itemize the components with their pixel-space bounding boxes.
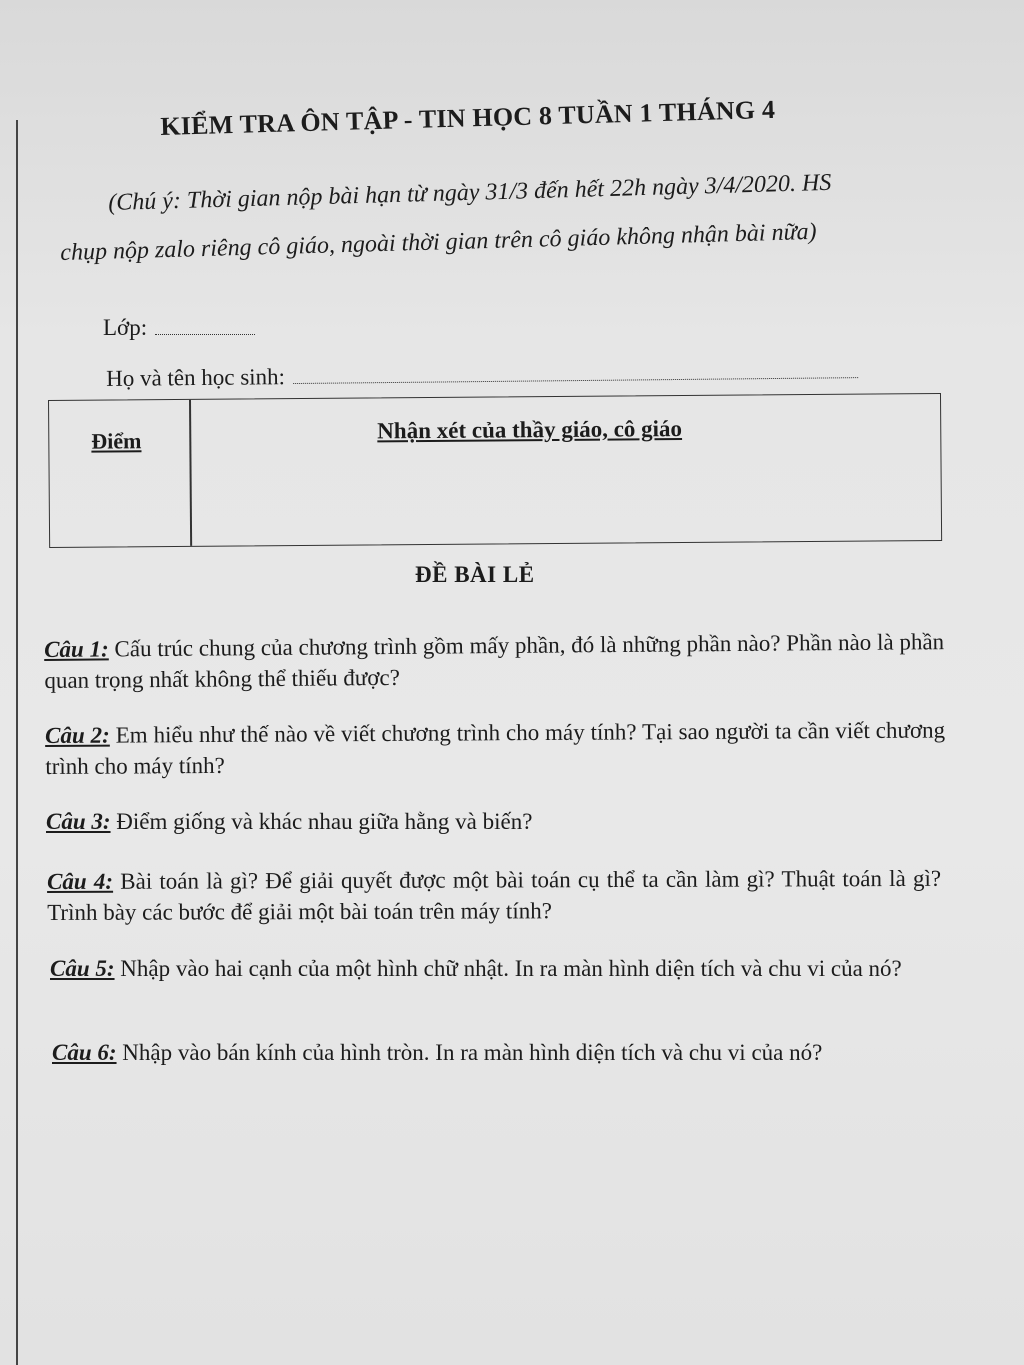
comment-header: Nhận xét của thầy giáo, cô giáo (377, 416, 683, 444)
score-header: Điểm (91, 428, 142, 454)
question-text: Cấu trúc chung của chương trình gồm mấy phần, đó là những phần nào? Phần nào là phần quan trọng nhất không thể thiếu được? (44, 629, 945, 693)
class-label: Lớp: (103, 315, 148, 340)
question-2 (45, 715, 945, 782)
question-label: Câu 1: (44, 636, 109, 662)
class-blank (155, 334, 255, 335)
question-5 (50, 953, 942, 984)
note-line-2: chụp nộp zalo riêng cô giáo, ngoài thời gian trên cô giáo không nhận bài nữa) (60, 218, 817, 266)
question-text: Nhập vào hai cạnh của một hình chữ nhật. In ra màn hình diện tích và chu vi của nó? (120, 956, 902, 981)
question-label: Câu 2: (45, 722, 110, 748)
note-line-1: (Chú ý: Thời gian nộp bài hạn từ ngày 31/3 đến hết 22h ngày 3/4/2020. HS (108, 169, 832, 216)
question-4 (47, 863, 941, 928)
student-name-label: Họ và tên học sinh: (106, 364, 286, 391)
question-label: Câu 5: (50, 956, 115, 981)
table-divider (189, 400, 192, 546)
student-name-blank (293, 377, 858, 384)
grade-table (48, 393, 942, 548)
question-text: Bài toán là gì? Để giải quyết được một bài toán cụ thể ta cần làm gì? Thuật toán là gì? Trình bày các bước để giải một bài toán trên máy tính? (47, 865, 942, 925)
question-text: Điểm giống và khác nhau giữa hằng và biến? (116, 809, 533, 834)
question-1 (44, 626, 945, 696)
question-3 (46, 806, 946, 837)
exam-title: KIỂM TRA ÔN TẬP - TIN HỌC 8 TUẦN 1 THÁNG 4 (160, 94, 776, 141)
question-6 (52, 1037, 942, 1068)
margin-line (16, 120, 18, 1365)
section-title: ĐỀ BÀI LẺ (415, 562, 535, 587)
question-label: Câu 3: (46, 809, 111, 834)
student-name-field (106, 358, 858, 392)
question-text: Em hiểu như thế nào về viết chương trình cho máy tính? Tại sao người ta cần viết chương trình cho máy tính? (45, 717, 946, 779)
question-label: Câu 4: (47, 868, 114, 894)
question-label: Câu 6: (52, 1040, 117, 1065)
question-text: Nhập vào bán kính của hình tròn. In ra màn hình diện tích và chu vi của nó? (122, 1040, 823, 1065)
class-field (103, 315, 255, 341)
